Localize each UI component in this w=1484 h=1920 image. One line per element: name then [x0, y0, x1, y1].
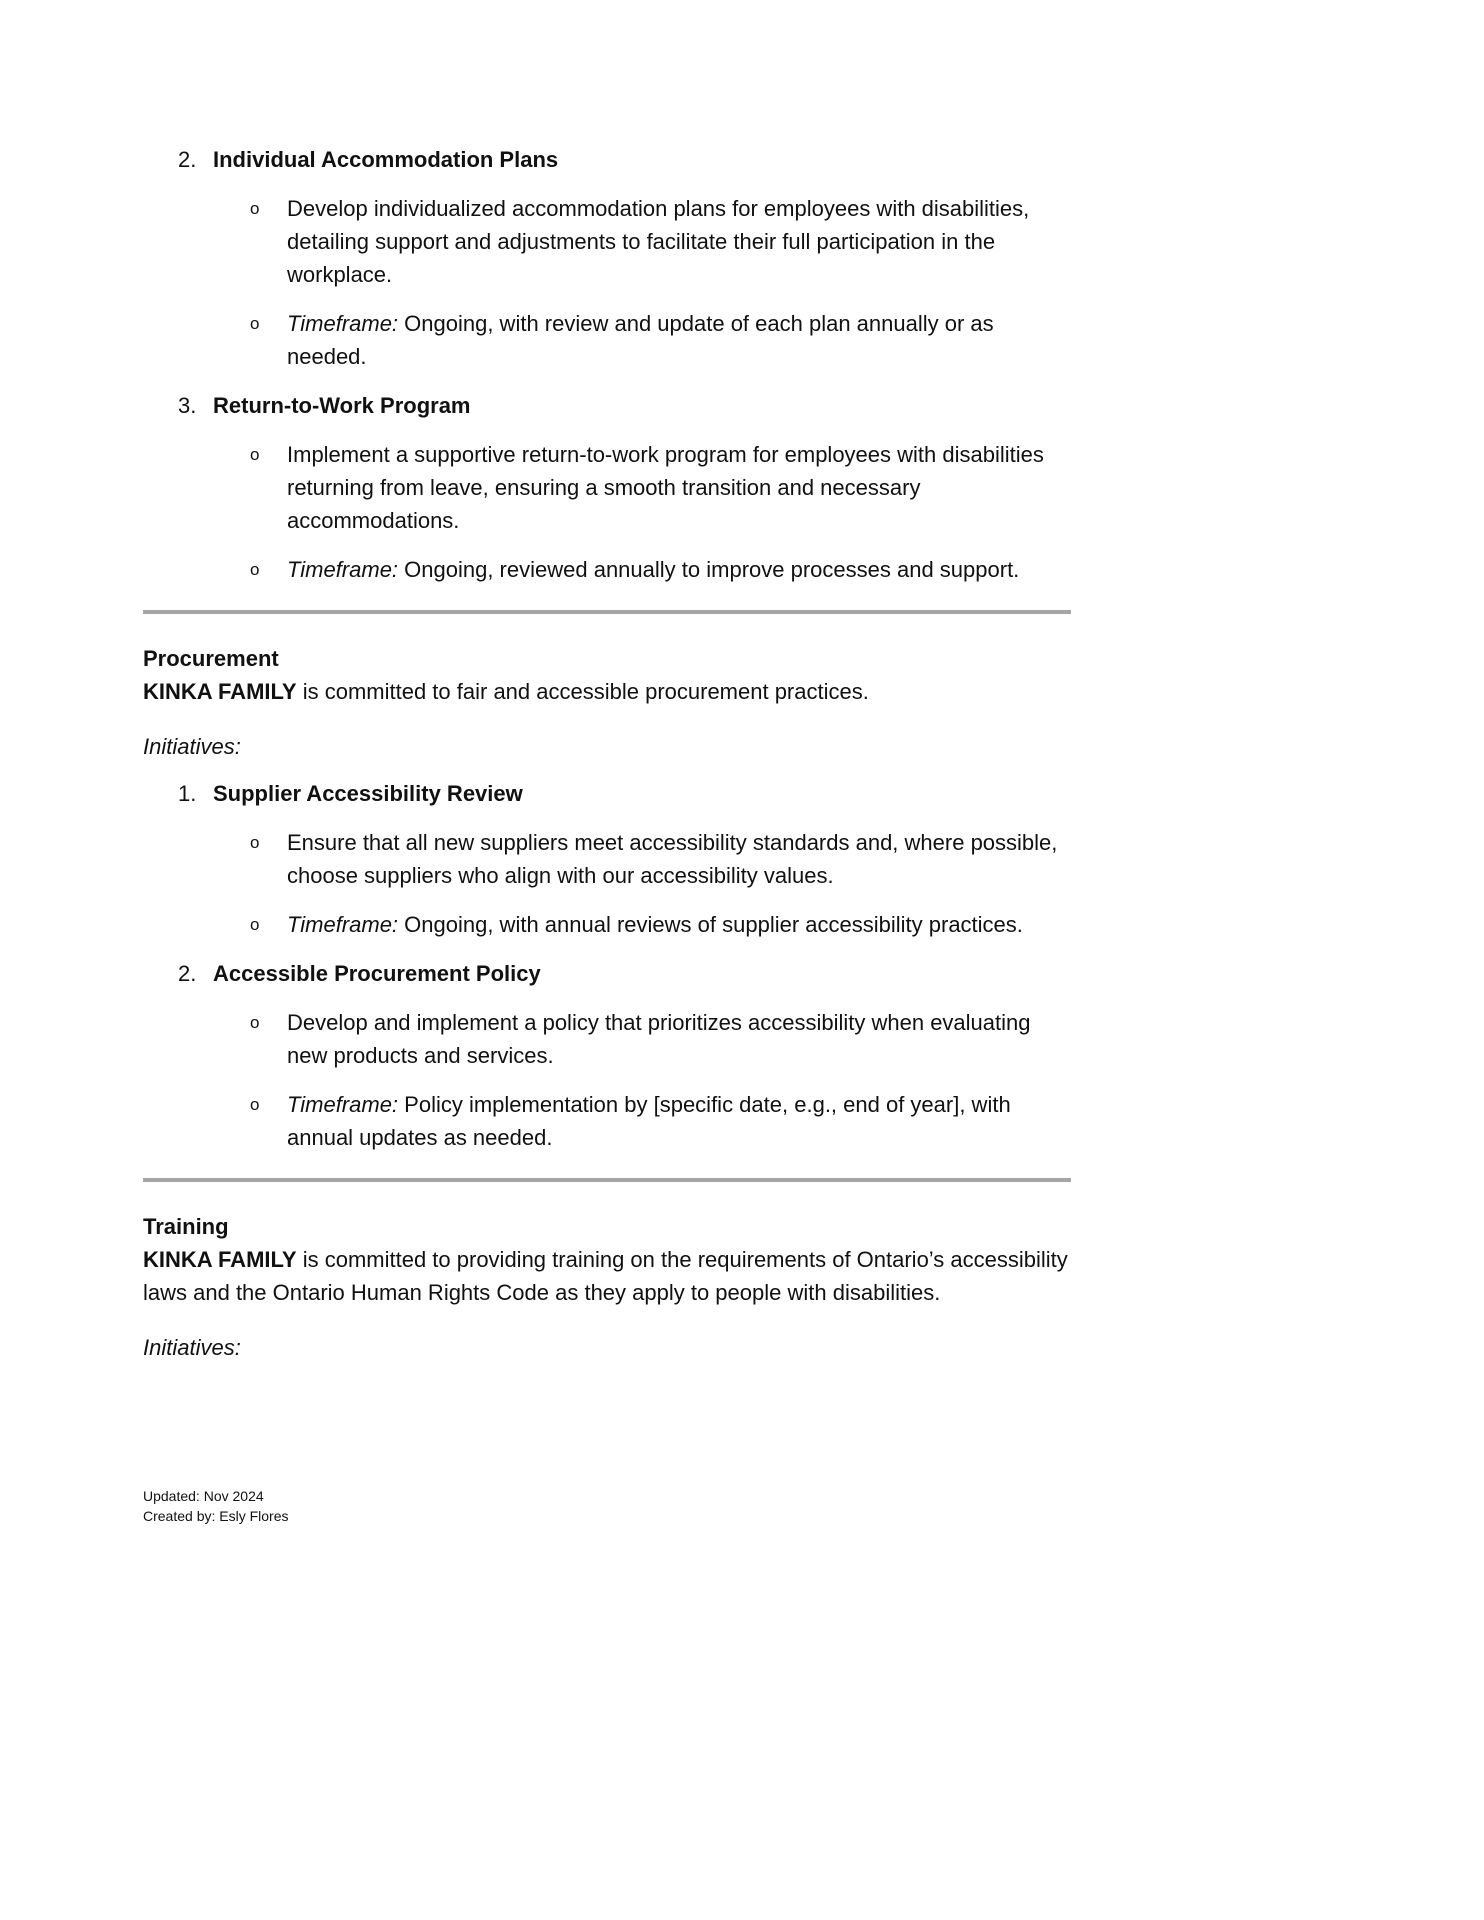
bullet-text-run: Ongoing, with review and update of each plan annually or as needed. [287, 311, 994, 369]
bullet-text [287, 1088, 1071, 1154]
item-title: Accessible Procurement Policy [213, 961, 541, 986]
timeframe-label: Timeframe: [287, 557, 399, 582]
bullet-text-run: Ongoing, reviewed annually to improve processes and support. [398, 557, 1020, 582]
list-bullet [250, 438, 1071, 537]
numbered-item [178, 957, 1071, 990]
intro-text-run: is committed to fair and accessible procurement practices. [296, 679, 869, 704]
company-name: KINKA FAMILY [143, 1247, 297, 1272]
initiatives-label: Initiatives: [143, 1335, 241, 1360]
bullet-text [287, 438, 1071, 537]
item-number: 1. [178, 781, 197, 806]
section-divider [143, 610, 1071, 614]
timeframe-label: Timeframe: [287, 912, 399, 937]
document-body [143, 143, 1071, 1378]
training-intro [143, 1243, 1071, 1309]
bullet-text [287, 1006, 1071, 1072]
intro-text-run: is committed to providing training on the requirements of Ontario’s accessibility laws and the Ontario Human Rights Code as they apply to people with disabilities. [143, 1247, 1068, 1305]
section-heading-training: Training [143, 1214, 229, 1239]
numbered-item [178, 777, 1071, 810]
list-bullet [250, 1088, 1071, 1154]
bullet-text-run: Develop individualized accommodation plans for employees with disabilities, detailing support and adjustments to facilitate their full participation in the workplace. [287, 196, 1030, 287]
bullet-text [287, 826, 1071, 892]
item-number: 2. [178, 147, 197, 172]
footer-created: Created by: Esly Flores [143, 1508, 289, 1524]
bullet-text-run: Ongoing, with annual reviews of supplier accessibility practices. [398, 912, 1023, 937]
section-divider [143, 1178, 1071, 1182]
procurement-intro [143, 675, 1071, 708]
item-title: Return-to-Work Program [213, 393, 471, 418]
list-bullet [250, 826, 1071, 892]
bullet-text-run: Ensure that all new suppliers meet accessibility standards and, where possible, choose suppliers who align with our accessibility values. [287, 830, 1058, 888]
bullet-marker: o [250, 314, 260, 333]
list-bullet [250, 1006, 1071, 1072]
list-bullet [250, 553, 1071, 586]
bullet-text-run: Implement a supportive return-to-work program for employees with disabilities returning from leave, ensuring a smooth transition and necessary accommodations. [287, 442, 1044, 533]
list-bullet [250, 908, 1071, 941]
bullet-marker: o [250, 199, 260, 218]
bullet-marker: o [250, 560, 260, 579]
list-bullet [250, 307, 1071, 373]
bullet-text [287, 553, 1071, 586]
bullet-text [287, 307, 1071, 373]
initiatives-label: Initiatives: [143, 734, 241, 759]
bullet-marker: o [250, 833, 260, 852]
list-bullet [250, 192, 1071, 291]
bullet-marker: o [250, 915, 260, 934]
bullet-text [287, 192, 1071, 291]
bullet-marker: o [250, 445, 260, 464]
numbered-item [178, 389, 1071, 422]
timeframe-label: Timeframe: [287, 1092, 399, 1117]
company-name: KINKA FAMILY [143, 679, 297, 704]
numbered-item [178, 143, 1071, 176]
footer-updated: Updated: Nov 2024 [143, 1488, 264, 1504]
bullet-marker: o [250, 1095, 260, 1114]
timeframe-label: Timeframe: [287, 311, 399, 336]
bullet-text-run: Policy implementation by [specific date, e.g., end of year], with annual updates as needed. [287, 1092, 1011, 1150]
bullet-text [287, 908, 1071, 941]
bullet-marker: o [250, 1013, 260, 1032]
item-number: 3. [178, 393, 197, 418]
section-heading-procurement: Procurement [143, 646, 279, 671]
page-footer [143, 1486, 289, 1526]
item-title: Individual Accommodation Plans [213, 147, 559, 172]
item-title: Supplier Accessibility Review [213, 781, 523, 806]
bullet-text-run: Develop and implement a policy that prioritizes accessibility when evaluating new products and services. [287, 1010, 1031, 1068]
item-number: 2. [178, 961, 197, 986]
